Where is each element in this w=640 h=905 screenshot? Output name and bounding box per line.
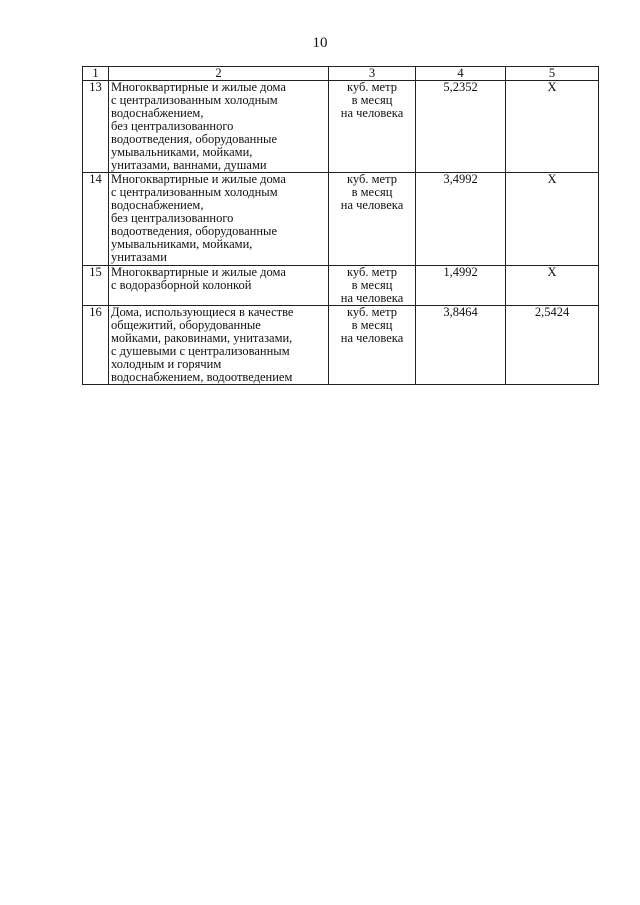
description-line: с душевыми с централизованным xyxy=(111,344,290,358)
row-unit xyxy=(329,173,416,266)
description-line: умывальниками, мойками, xyxy=(111,145,253,159)
description-line: унитазами, ваннами, душами xyxy=(111,158,267,172)
description-line: водоотведения, оборудованные xyxy=(111,132,277,146)
row-value: 3,8464 xyxy=(416,306,506,385)
row-value: 1,4992 xyxy=(416,266,506,306)
description-line: водоснабжением, xyxy=(111,106,204,120)
table-header-row xyxy=(83,67,599,81)
row-description xyxy=(109,266,329,306)
unit-line: в месяц xyxy=(351,278,393,292)
table-row xyxy=(83,266,599,306)
description-line: с водоразборной колонкой xyxy=(111,278,252,292)
table-row xyxy=(83,81,599,173)
column-header-2: 2 xyxy=(109,67,329,81)
column-header-4: 4 xyxy=(416,67,506,81)
description-line: Многоквартирные и жилые дома xyxy=(111,265,286,279)
column-header-3: 3 xyxy=(329,67,416,81)
row-value: 3,4992 xyxy=(416,173,506,266)
unit-line: в месяц xyxy=(351,93,393,107)
description-line: умывальниками, мойками, xyxy=(111,237,253,251)
description-line: мойками, раковинами, унитазами, xyxy=(111,331,293,345)
unit-line: куб. метр xyxy=(347,305,397,319)
row-description xyxy=(109,173,329,266)
row-number: 13 xyxy=(83,81,109,173)
description-line: Дома, использующиеся в качестве xyxy=(111,305,294,319)
description-line: водоснабжением, xyxy=(111,198,204,212)
unit-line: на человека xyxy=(340,106,404,120)
unit-line: в месяц xyxy=(351,185,393,199)
description-line: унитазами xyxy=(111,250,167,264)
description-line: без централизованного xyxy=(111,211,234,225)
table-row xyxy=(83,306,599,385)
unit-line: куб. метр xyxy=(347,265,397,279)
unit-line: на человека xyxy=(340,291,404,305)
row-value: 5,2352 xyxy=(416,81,506,173)
unit-line: куб. метр xyxy=(347,80,397,94)
description-line: водоотведения, оборудованные xyxy=(111,224,277,238)
page-number: 10 xyxy=(312,35,328,51)
description-line: с централизованным холодным xyxy=(111,93,278,107)
column-header-5: 5 xyxy=(506,67,599,81)
table-row xyxy=(83,173,599,266)
description-line: холодным и горячим xyxy=(111,357,222,371)
row-number: 15 xyxy=(83,266,109,306)
row-description xyxy=(109,81,329,173)
unit-line: на человека xyxy=(340,198,404,212)
description-line: с централизованным холодным xyxy=(111,185,278,199)
unit-line: на человека xyxy=(340,331,404,345)
unit-line: куб. метр xyxy=(347,172,397,186)
description-line: общежитий, оборудованные xyxy=(111,318,261,332)
description-line: Многоквартирные и жилые дома xyxy=(111,172,286,186)
row-value-2: 2,5424 xyxy=(506,306,599,385)
row-value-2: X xyxy=(506,173,599,266)
description-line: без централизованного xyxy=(111,119,234,133)
row-unit xyxy=(329,266,416,306)
row-value-2: X xyxy=(506,81,599,173)
unit-line: в месяц xyxy=(351,318,393,332)
row-unit xyxy=(329,306,416,385)
description-line: водоснабжением, водоотведением xyxy=(111,370,293,384)
column-header-1: 1 xyxy=(83,67,109,81)
row-description xyxy=(109,306,329,385)
description-line: Многоквартирные и жилые дома xyxy=(111,80,286,94)
row-number: 16 xyxy=(83,306,109,385)
row-unit xyxy=(329,81,416,173)
tariff-table xyxy=(82,66,599,385)
row-number: 14 xyxy=(83,173,109,266)
row-value-2: X xyxy=(506,266,599,306)
